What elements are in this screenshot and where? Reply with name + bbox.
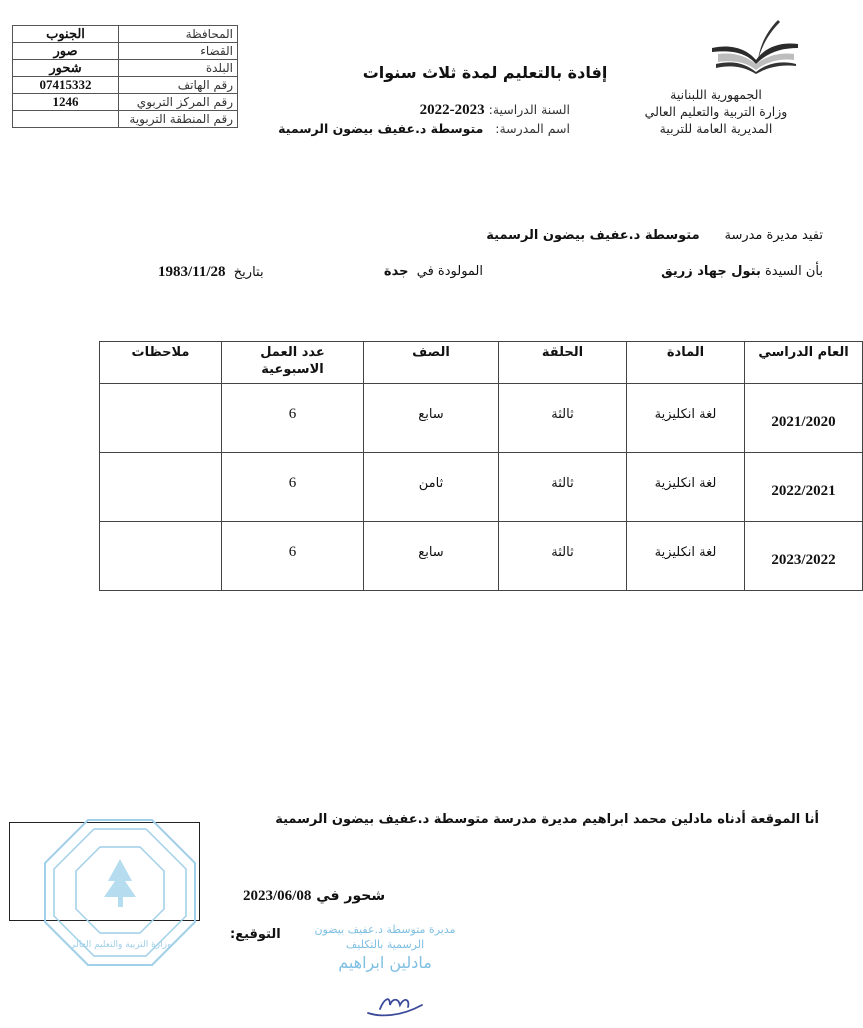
issue-date: 2023/06/08 [243,888,312,904]
cell-subject: لغة انكليزية [627,453,745,522]
cell-subject: لغة انكليزية [627,522,745,591]
academic-year-label: السنة الدراسية: [488,102,570,117]
birth-date-segment [158,262,264,282]
born-segment [384,262,483,282]
info-row [13,26,238,43]
place-date-prefix: شحور في [316,888,386,904]
cell-subject: لغة انكليزية [627,384,745,453]
school-stamp [300,922,470,974]
info-value: الجنوب [13,26,119,43]
ministry-line: وزارة التربية والتعليم العالي [644,104,788,119]
handwritten-signature-icon [360,985,430,1023]
table-row [100,453,863,522]
person-label: بأن السيدة [765,264,823,279]
school-stamp-line: الرسمية بالتكليف [345,938,425,951]
cell-grade: ثامن [364,453,499,522]
info-row [13,94,238,111]
place-date [243,886,385,906]
info-value: صور [13,43,119,60]
school-stamp-line: مديرة متوسطة د.عفيف بيضون [314,923,456,936]
intro-line [486,226,823,246]
table-row [100,384,863,453]
document-title: إفادة بالتعليم لمدة ثلاث سنوات [362,63,608,82]
info-value: 07415332 [13,77,119,94]
cell-grade: سابع [364,384,499,453]
person-name: بتول جهاد زريق [661,264,761,279]
school-stamp-name: مادلين ابراهيم [338,953,432,972]
intro-label: تفيد مديرة مدرسة [724,228,823,243]
ministry-header [611,86,821,137]
academic-year-value: 2023-2022 [419,102,485,118]
born-label: المولودة في [416,264,483,279]
academic-year-row [278,100,570,119]
info-label: القضاء [119,43,238,60]
cell-notes [100,453,222,522]
cell-cycle: ثالثة [499,522,627,591]
cell-notes [100,522,222,591]
info-row [13,111,238,128]
cell-cycle: ثالثة [499,384,627,453]
info-row [13,77,238,94]
cell-weekly-hours: 6 [222,453,364,522]
info-label: المحافظة [119,26,238,43]
intro-school: متوسطة د.عفيف بيضون الرسمية [486,228,700,243]
column-header: الحلقة [499,342,627,384]
info-row [13,43,238,60]
column-header: المادة [627,342,745,384]
info-value: 1246 [13,94,119,111]
school-info-table [12,25,238,128]
ministry-line: المديرية العامة للتربية [659,121,773,136]
ministry-stamp-text: وزارة التربية والتعليم العالي [68,940,172,950]
school-name-label: اسم المدرسة: [495,121,570,136]
ministry-stamp-icon [40,815,200,970]
column-header: العام الدراسي [745,342,863,384]
date-label: بتاريخ [233,265,264,280]
cell-weekly-hours: 6 [222,522,364,591]
person-segment [661,262,823,282]
document-meta [278,100,570,138]
column-header: عدد العمل الاسبوعية [222,342,364,384]
cell-weekly-hours: 6 [222,384,364,453]
signature-label: التوقيع: [230,927,281,942]
cell-notes [100,384,222,453]
teaching-table [99,341,863,591]
school-name-row [278,119,570,138]
school-name-value: متوسطة د.عفيف بيضون الرسمية [278,121,484,136]
cell-cycle: ثالثة [499,453,627,522]
cell-grade: سابع [364,522,499,591]
info-row [13,60,238,77]
declaration-text: أنا الموقعة أدناه مادلين محمد ابراهيم مديرة مدرسة متوسطة د.عفيف بيضون الرسمية [275,812,819,827]
born-place: جدة [383,264,409,279]
column-header: ملاحظات [100,342,222,384]
ministry-line: الجمهورية اللبنانية [670,87,762,102]
info-label: البلدة [119,60,238,77]
ministry-book-logo-icon [708,18,800,74]
cell-year: 2022/2021 [745,453,863,522]
cell-year: 2021/2020 [745,384,863,453]
column-header: الصف [364,342,499,384]
info-label: رقم المنطقة التربوية [119,111,238,128]
info-label: رقم الهاتف [119,77,238,94]
info-value [13,111,119,128]
info-value: شحور [13,60,119,77]
info-label: رقم المركز التربوي [119,94,238,111]
birth-date: 1983/11/28 [158,264,226,280]
cell-year: 2023/2022 [745,522,863,591]
table-row [100,522,863,591]
